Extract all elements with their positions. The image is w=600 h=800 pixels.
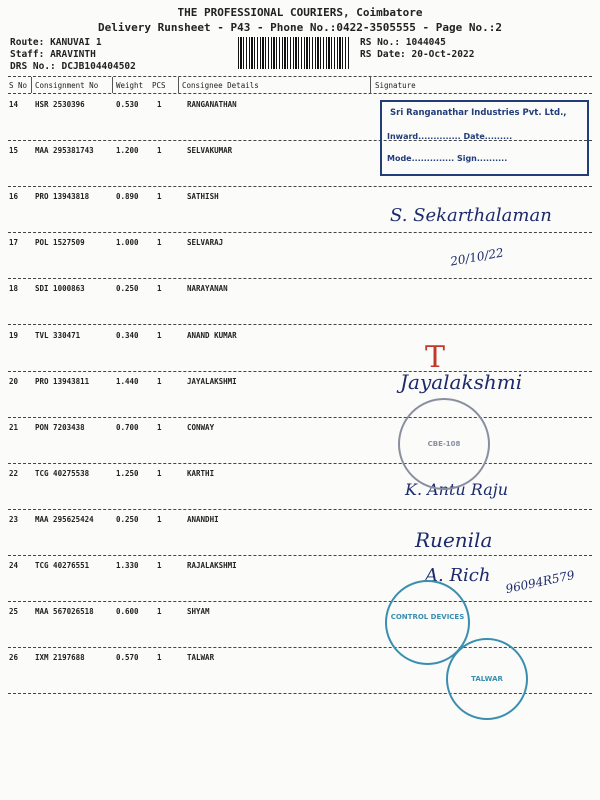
row-pcs: 1 [157, 100, 162, 109]
row-consignee: ANANDHI [187, 514, 219, 524]
row-weight: 0.250 [116, 284, 139, 294]
rs-no-value: 1044045 [405, 37, 446, 48]
signature-phone: 96094R579 [504, 567, 576, 597]
row-consignment: TCG 40275538 [35, 468, 90, 478]
col-header-weight: Weight [116, 81, 144, 90]
row-consignment: HSR 2530396 [35, 100, 85, 109]
row-sno: 22 [9, 468, 19, 478]
route-label: Route: [10, 37, 45, 48]
row-pcs: 1 [157, 422, 162, 432]
company-title: THE PROFESSIONAL COURIERS, Coimbatore [177, 6, 423, 19]
row-consignment: MAA 295381743 [35, 146, 94, 156]
round-stamp-talwar [446, 638, 528, 720]
header-bottom-rule [8, 93, 592, 94]
drs-value: DCJB104404502 [61, 61, 136, 72]
staff-label: Staff: [10, 49, 45, 60]
barcode [238, 37, 350, 69]
row-weight: 1.000 [116, 238, 139, 248]
row-consignee: SATHISH [187, 192, 219, 202]
rs-date-line [360, 49, 474, 60]
row-consignee: SELVARAJ [187, 238, 224, 248]
signature-anandhi: Ruenila [415, 528, 493, 552]
row-weight: 0.700 [116, 422, 139, 432]
drs-line [10, 61, 136, 72]
row-consignee: RANGANATHAN [187, 100, 237, 109]
row-weight: 1.200 [116, 146, 139, 156]
row-consignee: ANAND KUMAR [187, 330, 237, 340]
row-sno: 26 [9, 653, 19, 663]
row-sno: 24 [9, 561, 19, 570]
row-consignment: TVL 330471 [35, 330, 81, 340]
row-pcs: 1 [157, 146, 162, 156]
col-divider [178, 77, 179, 93]
col-divider [31, 77, 32, 93]
row-consignee: NARAYANAN [187, 284, 228, 294]
row-separator [8, 417, 592, 418]
row-consignment: MAA 295625424 [35, 514, 94, 524]
row-sno: 23 [9, 514, 19, 524]
row-consignment: PRO 13943818 [35, 192, 90, 202]
row-consignee: RAJALAKSHMI [187, 561, 237, 570]
staff-value: ARAVINTH [50, 49, 96, 60]
row-consignment: SDI 1000863 [35, 284, 85, 294]
row-weight: 0.340 [116, 330, 139, 340]
row-weight: 1.440 [116, 376, 139, 386]
col-header-consignment: Consignment No [35, 81, 99, 90]
row-pcs: 1 [157, 561, 162, 570]
row-separator [8, 555, 592, 556]
drs-label: DRS No.: [10, 61, 56, 72]
row-consignee: TALWAR [187, 653, 215, 663]
row-weight: 0.890 [116, 192, 139, 202]
row-separator [8, 601, 592, 602]
row-consignee: SHYAM [187, 607, 210, 617]
row-weight: 1.250 [116, 468, 139, 478]
row-pcs: 1 [157, 376, 162, 386]
col-divider [112, 77, 113, 93]
signature-karthi: K. Antu Raju [405, 480, 509, 499]
row-consignee: JAYALAKSHMI [187, 376, 237, 386]
runsheet-title: Delivery Runsheet - P43 - Phone No.:0422-3505555 - Page No.:2 [98, 21, 502, 34]
row-weight: 0.250 [116, 514, 139, 524]
company-stamp-box [380, 100, 589, 176]
signature-date: 20/10/22 [449, 245, 505, 269]
row-consignment: PON 7203438 [35, 422, 85, 432]
row-weight: 1.330 [116, 561, 139, 570]
tick-mark: T [425, 340, 446, 375]
row-sno: 25 [9, 607, 19, 617]
stamp-inward: Inward.............. Date......... [387, 132, 513, 141]
row-sno: 20 [9, 376, 19, 386]
row-consignment: MAA 567026518 [35, 607, 94, 617]
row-pcs: 1 [157, 607, 162, 617]
row-sno: 19 [9, 330, 19, 340]
row-separator [8, 278, 592, 279]
row-sno: 21 [9, 422, 19, 432]
row-pcs: 1 [157, 468, 162, 478]
row-consignee: SELVAKUMAR [187, 146, 233, 156]
row-separator [8, 509, 592, 510]
row-sno: 16 [9, 192, 19, 202]
row-pcs: 1 [157, 192, 162, 202]
col-divider [370, 77, 371, 93]
row-weight: 0.530 [116, 100, 139, 109]
row-consignment: PRO 13943811 [35, 376, 90, 386]
row-consignee: CONWAY [187, 422, 215, 432]
route-value: KANUVAI 1 [50, 37, 102, 48]
row-separator [8, 324, 592, 325]
row-pcs: 1 [157, 653, 162, 663]
row-weight: 0.600 [116, 607, 139, 617]
col-header-sno: S No [9, 81, 28, 90]
staff-line [10, 49, 96, 60]
row-sno: 18 [9, 284, 19, 294]
col-header-consignee: Consignee Details [182, 81, 259, 90]
row-pcs: 1 [157, 238, 162, 248]
rs-date-value: 20-Oct-2022 [411, 49, 475, 60]
row-sno: 14 [9, 100, 19, 109]
row-separator [8, 186, 592, 187]
row-sno: 17 [9, 238, 19, 248]
row-consignment: TCG 40276551 [35, 561, 90, 570]
stamp-company: Sri Ranganathar Industries Pvt. Ltd., [390, 108, 567, 118]
row-consignee: KARTHI [187, 468, 215, 478]
row-weight: 0.570 [116, 653, 139, 663]
signature-jayalakshmi: Jayalakshmi [400, 370, 523, 394]
row-consignment: POL 1527509 [35, 238, 85, 248]
stamp-talwar-text: TALWAR [471, 675, 503, 683]
rs-date-label: RS Date: [360, 49, 406, 60]
col-header-signature: Signature [375, 81, 416, 90]
row-sno: 15 [9, 146, 19, 156]
round-stamp-water [398, 398, 490, 490]
signature-sathish: S. Sekarthalaman [390, 205, 552, 226]
row-pcs: 1 [157, 514, 162, 524]
stamp-control-text: CONTROL DEVICES [390, 613, 465, 621]
stamp-mode: Mode.............. Sign.......... [387, 154, 508, 163]
row-separator [8, 463, 592, 464]
row-pcs: 1 [157, 330, 162, 340]
route-line [10, 37, 102, 48]
row-separator [8, 232, 592, 233]
rs-no-line [360, 37, 446, 48]
row-pcs: 1 [157, 284, 162, 294]
col-header-pcs: PCS [152, 81, 166, 90]
row-consignment: IXM 2197688 [35, 653, 85, 663]
rs-no-label: RS No.: [360, 37, 401, 48]
signature-rajalakshmi: A. Rich [425, 565, 491, 586]
stamp-cbe-text: CBE-108 [427, 440, 461, 448]
header-top-rule [8, 76, 592, 77]
